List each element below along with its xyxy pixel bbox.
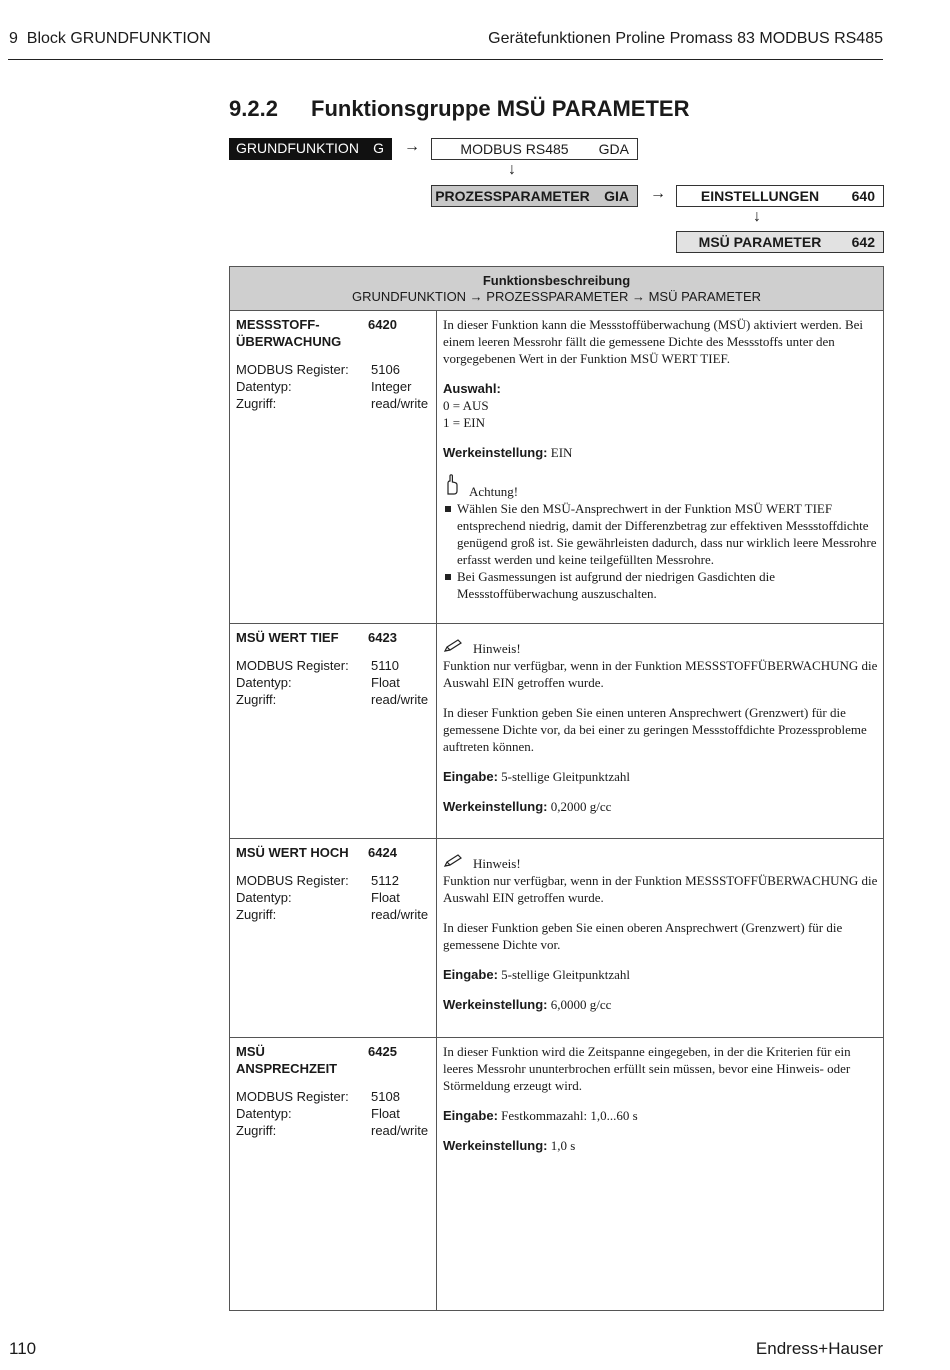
note-block bbox=[443, 639, 880, 691]
datatype-label: Datentyp: bbox=[236, 675, 292, 690]
brand-name: Endress+Hauser bbox=[755, 1339, 883, 1358]
input-spec bbox=[443, 768, 880, 785]
function-name: MSÜ WERT TIEF bbox=[236, 630, 339, 645]
access-label: Zugriff: bbox=[236, 396, 277, 411]
choice-label: Auswahl: bbox=[443, 381, 501, 396]
function-number: 6425 bbox=[368, 1044, 397, 1059]
note-text: Funktion nur verfügbar, wenn in der Funktion MESSSTOFFÜBERWACHUNG die Auswahl EIN getroffen wurde. bbox=[443, 873, 878, 905]
default-setting bbox=[443, 1137, 880, 1154]
pencil-icon bbox=[443, 639, 463, 657]
function-description-6424 bbox=[443, 854, 880, 1026]
input-value: 5-stellige Gleitpunktzahl bbox=[501, 769, 631, 784]
table-header-path: GRUNDFUNKTION → PROZESSPARAMETER → MSÜ PARAMETER bbox=[351, 289, 762, 304]
function-number: 6424 bbox=[368, 845, 397, 860]
choice-option: 1 = EIN bbox=[443, 415, 485, 430]
function-meta-6423 bbox=[236, 629, 432, 708]
arrow-right-icon: → bbox=[404, 138, 420, 155]
nav-box-prozessparameter bbox=[431, 185, 638, 207]
description-text: In dieser Funktion wird die Zeitspanne eingegeben, in der die Kriterien für ein leeres Messrohr ununterbrochen erfüllt sein müssen, bevor eine Hinweis- oder Störmeldung erzeugt wird. bbox=[443, 1044, 851, 1093]
section-heading: Funktionsgruppe MSÜ PARAMETER bbox=[311, 96, 690, 121]
default-value: EIN bbox=[550, 445, 573, 460]
nav-label: MODBUS RS485 bbox=[460, 141, 569, 157]
access-label: Zugriff: bbox=[236, 1123, 277, 1138]
datatype-value: Integer bbox=[371, 379, 412, 394]
column-divider bbox=[436, 310, 437, 1310]
header-rule bbox=[8, 59, 883, 60]
description-text: In dieser Funktion geben Sie einen unteren Ansprechwert (Grenzwert) für die gemessene Dichte vor, da bei einer zu geringen Messstoffdichte Prozessprobleme auftreten können. bbox=[443, 705, 867, 754]
modbus-register-value: 5112 bbox=[371, 873, 399, 888]
caution-block bbox=[443, 474, 880, 602]
default-value: 1,0 s bbox=[550, 1138, 576, 1153]
description-text: In dieser Funktion geben Sie einen oberen Ansprechwert (Grenzwert) für die gemessene Dichte vor. bbox=[443, 920, 843, 952]
input-spec bbox=[443, 1107, 880, 1124]
datatype-value: Float bbox=[371, 1106, 400, 1121]
nav-box-einstellungen bbox=[676, 185, 884, 207]
intro-text: In dieser Funktion kann die Messstoffüberwachung (MSÜ) aktiviert werden. Bei einem leeren Messrohr fällt die gemessene Dichte des Messstoffs unter den vorgegebenen Wert in der Funktion MSÜ WERT TIEF. bbox=[443, 317, 864, 366]
caution-label: Achtung! bbox=[469, 484, 519, 499]
note-label: Hinweis! bbox=[473, 641, 521, 656]
input-label: Eingabe: bbox=[443, 1108, 498, 1123]
note-label: Hinweis! bbox=[473, 856, 521, 871]
default-label: Werkeinstellung: bbox=[443, 1138, 548, 1153]
access-label: Zugriff: bbox=[236, 907, 277, 922]
section-title bbox=[229, 96, 689, 122]
modbus-register-value: 5106 bbox=[371, 362, 400, 377]
nav-box-msu-parameter bbox=[676, 231, 884, 253]
running-header-chapter: 9 Block GRUNDFUNKTION bbox=[9, 30, 211, 47]
nav-code: GIA bbox=[604, 188, 629, 204]
input-value: 5-stellige Gleitpunktzahl bbox=[501, 967, 631, 982]
function-description-6423 bbox=[443, 639, 880, 828]
row-divider bbox=[230, 1037, 883, 1038]
datatype-label: Datentyp: bbox=[236, 379, 292, 394]
nav-code: G bbox=[373, 140, 384, 156]
function-number: 6423 bbox=[368, 630, 397, 645]
caution-item: Bei Gasmessungen ist aufgrund der niedrigen Gasdichten die Messstoffüberwachung auszuschalten. bbox=[443, 568, 880, 602]
function-meta-6420 bbox=[236, 316, 432, 412]
running-header-title: Gerätefunktionen Proline Promass 83 MODBUS RS485 bbox=[488, 30, 883, 47]
section-number: 9.2.2 bbox=[229, 96, 278, 121]
arrow-down-icon: ↓ bbox=[753, 208, 761, 225]
default-label: Werkeinstellung: bbox=[443, 997, 548, 1012]
arrow-right-icon: → bbox=[650, 185, 666, 202]
function-name: MESSSTOFF- ÜBERWACHUNG bbox=[236, 317, 342, 349]
nav-box-modbus bbox=[431, 138, 638, 160]
default-label: Werkeinstellung: bbox=[443, 445, 548, 460]
input-label: Eingabe: bbox=[443, 967, 498, 982]
modbus-register-value: 5110 bbox=[371, 658, 399, 673]
function-description-6420 bbox=[443, 316, 880, 602]
row-divider bbox=[230, 623, 883, 624]
table-header bbox=[230, 267, 883, 311]
choice-option: 0 = AUS bbox=[443, 398, 489, 413]
default-setting bbox=[443, 798, 880, 815]
modbus-register-label: MODBUS Register: bbox=[236, 362, 349, 377]
nav-code: 640 bbox=[851, 188, 875, 204]
note-block bbox=[443, 854, 880, 906]
function-description-6425 bbox=[443, 1043, 880, 1167]
page-number: 110 bbox=[9, 1339, 37, 1358]
nav-code: GDA bbox=[598, 141, 629, 157]
datatype-value: Float bbox=[371, 675, 400, 690]
arrow-down-icon: ↓ bbox=[508, 161, 516, 178]
nav-box-grundfunktion bbox=[229, 138, 392, 160]
nav-label: GRUNDFUNKTION bbox=[236, 140, 359, 156]
caution-item: Wählen Sie den MSÜ-Ansprechwert in der Funktion MSÜ WERT TIEF entsprechend niedrig, damit der Differenzbetrag zur effektiven Messstoffdichte genügend groß ist. Sie gewährleisten dadurch, dass nur wirklich leere Messrohre erfasst werden und keine teilgefüllten Messrohre. bbox=[443, 500, 880, 568]
access-value: read/write bbox=[371, 1123, 429, 1138]
nav-label: MSÜ PARAMETER bbox=[698, 234, 822, 250]
function-table bbox=[229, 266, 884, 1311]
nav-label: PROZESSPARAMETER bbox=[435, 188, 590, 204]
access-value: read/write bbox=[371, 907, 429, 922]
function-meta-6425 bbox=[236, 1043, 432, 1139]
datatype-label: Datentyp: bbox=[236, 890, 292, 905]
input-spec bbox=[443, 966, 880, 983]
modbus-register-value: 5108 bbox=[371, 1089, 400, 1104]
datatype-value: Float bbox=[371, 890, 400, 905]
datatype-label: Datentyp: bbox=[236, 1106, 292, 1121]
default-label: Werkeinstellung: bbox=[443, 799, 548, 814]
function-name: MSÜ ANSPRECHZEIT bbox=[236, 1044, 338, 1076]
access-value: read/write bbox=[371, 396, 429, 411]
access-label: Zugriff: bbox=[236, 692, 277, 707]
modbus-register-label: MODBUS Register: bbox=[236, 1089, 349, 1104]
nav-label: EINSTELLUNGEN bbox=[700, 188, 820, 204]
modbus-register-label: MODBUS Register: bbox=[236, 873, 349, 888]
function-number: 6420 bbox=[368, 317, 397, 332]
input-value: Festkommazahl: 1,0...60 s bbox=[501, 1108, 638, 1123]
table-header-title: Funktionsbeschreibung bbox=[482, 273, 631, 288]
default-setting bbox=[443, 444, 880, 461]
input-label: Eingabe: bbox=[443, 769, 498, 784]
note-text: Funktion nur verfügbar, wenn in der Funktion MESSSTOFFÜBERWACHUNG die Auswahl EIN getroffen wurde. bbox=[443, 658, 878, 690]
function-meta-6424 bbox=[236, 844, 432, 923]
default-setting bbox=[443, 996, 880, 1013]
pointing-hand-icon bbox=[443, 474, 459, 500]
function-name: MSÜ WERT HOCH bbox=[236, 845, 349, 860]
modbus-register-label: MODBUS Register: bbox=[236, 658, 349, 673]
pencil-icon bbox=[443, 854, 463, 872]
default-value: 0,2000 g/cc bbox=[550, 799, 612, 814]
row-divider bbox=[230, 838, 883, 839]
default-value: 6,0000 g/cc bbox=[550, 997, 612, 1012]
nav-code: 642 bbox=[851, 234, 875, 250]
access-value: read/write bbox=[371, 692, 429, 707]
choice-block bbox=[443, 380, 880, 431]
